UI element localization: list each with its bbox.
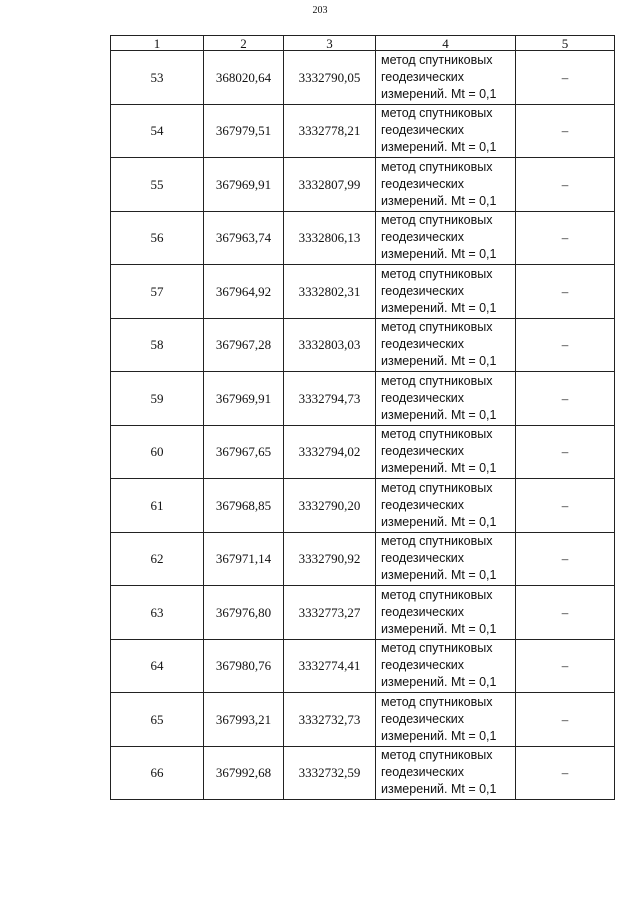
y-coordinate-cell: 3332774,41 <box>284 639 376 693</box>
point-number-cell: 58 <box>111 318 204 372</box>
method-line-3: измерений. Mt = 0,1 <box>381 193 497 208</box>
x-coordinate-cell: 367979,51 <box>204 104 284 158</box>
method-line-2: геодезических <box>381 283 465 298</box>
method-line-1: метод спутниковых <box>381 52 493 67</box>
header-cell-3: 3 <box>284 36 376 51</box>
point-number-cell: 56 <box>111 211 204 265</box>
method-cell <box>376 639 516 693</box>
method-line-3: измерений. Mt = 0,1 <box>381 514 497 529</box>
method-line-2: геодезических <box>381 765 465 780</box>
method-line-1: метод спутниковых <box>381 480 493 495</box>
point-number-cell: 60 <box>111 425 204 479</box>
x-coordinate-cell: 367967,28 <box>204 318 284 372</box>
method-line-3: измерений. Mt = 0,1 <box>381 407 497 422</box>
point-number-cell: 59 <box>111 372 204 426</box>
table-row <box>111 51 615 105</box>
point-number-cell: 55 <box>111 158 204 212</box>
note-cell: – <box>516 639 615 693</box>
note-cell: – <box>516 746 615 800</box>
x-coordinate-cell: 367969,91 <box>204 158 284 212</box>
table-row <box>111 372 615 426</box>
point-number-cell: 64 <box>111 639 204 693</box>
note-cell: – <box>516 158 615 212</box>
method-line-2: геодезических <box>381 711 465 726</box>
method-line-1: метод спутниковых <box>381 320 493 335</box>
method-line-3: измерений. Mt = 0,1 <box>381 86 497 101</box>
point-number-cell: 54 <box>111 104 204 158</box>
y-coordinate-cell: 3332790,92 <box>284 532 376 586</box>
y-coordinate-cell: 3332790,20 <box>284 479 376 533</box>
note-cell: – <box>516 532 615 586</box>
method-cell <box>376 479 516 533</box>
note-cell: – <box>516 693 615 747</box>
table-row <box>111 265 615 319</box>
point-number-cell: 57 <box>111 265 204 319</box>
x-coordinate-cell: 367969,91 <box>204 372 284 426</box>
method-line-2: геодезических <box>381 658 465 673</box>
method-line-2: геодезических <box>381 444 465 459</box>
method-cell <box>376 586 516 640</box>
y-coordinate-cell: 3332773,27 <box>284 586 376 640</box>
method-cell <box>376 104 516 158</box>
method-line-1: метод спутниковых <box>381 694 493 709</box>
method-line-3: измерений. Mt = 0,1 <box>381 728 497 743</box>
note-cell: – <box>516 51 615 105</box>
note-cell: – <box>516 479 615 533</box>
y-coordinate-cell: 3332803,03 <box>284 318 376 372</box>
method-line-3: измерений. Mt = 0,1 <box>381 568 497 583</box>
method-cell <box>376 318 516 372</box>
coordinates-table <box>110 35 615 800</box>
note-cell: – <box>516 104 615 158</box>
table-row <box>111 318 615 372</box>
method-line-2: геодезических <box>381 390 465 405</box>
method-line-1: метод спутниковых <box>381 106 493 121</box>
method-line-1: метод спутниковых <box>381 159 493 174</box>
table-header-row <box>111 36 615 51</box>
x-coordinate-cell: 368020,64 <box>204 51 284 105</box>
table-body <box>111 36 615 800</box>
method-cell <box>376 746 516 800</box>
table-row <box>111 693 615 747</box>
method-line-1: метод спутниковых <box>381 641 493 656</box>
table-row <box>111 639 615 693</box>
method-line-2: геодезических <box>381 123 465 138</box>
y-coordinate-cell: 3332732,59 <box>284 746 376 800</box>
method-line-2: геодезических <box>381 337 465 352</box>
note-cell: – <box>516 425 615 479</box>
method-line-3: измерений. Mt = 0,1 <box>381 354 497 369</box>
method-line-1: метод спутниковых <box>381 373 493 388</box>
x-coordinate-cell: 367993,21 <box>204 693 284 747</box>
point-number-cell: 66 <box>111 746 204 800</box>
page-number: 203 <box>312 5 328 16</box>
table-row <box>111 211 615 265</box>
note-cell: – <box>516 211 615 265</box>
x-coordinate-cell: 367980,76 <box>204 639 284 693</box>
y-coordinate-cell: 3332794,73 <box>284 372 376 426</box>
table-row <box>111 104 615 158</box>
method-line-1: метод спутниковых <box>381 266 493 281</box>
header-cell-2: 2 <box>204 36 284 51</box>
point-number-cell: 65 <box>111 693 204 747</box>
y-coordinate-cell: 3332732,73 <box>284 693 376 747</box>
x-coordinate-cell: 367992,68 <box>204 746 284 800</box>
x-coordinate-cell: 367971,14 <box>204 532 284 586</box>
note-cell: – <box>516 372 615 426</box>
table-row <box>111 425 615 479</box>
method-line-3: измерений. Mt = 0,1 <box>381 300 497 315</box>
x-coordinate-cell: 367963,74 <box>204 211 284 265</box>
header-cell-1: 1 <box>111 36 204 51</box>
method-line-3: измерений. Mt = 0,1 <box>381 247 497 262</box>
method-line-1: метод спутниковых <box>381 213 493 228</box>
method-line-3: измерений. Mt = 0,1 <box>381 461 497 476</box>
method-cell <box>376 425 516 479</box>
method-line-2: геодезических <box>381 551 465 566</box>
header-cell-5: 5 <box>516 36 615 51</box>
y-coordinate-cell: 3332790,05 <box>284 51 376 105</box>
y-coordinate-cell: 3332807,99 <box>284 158 376 212</box>
y-coordinate-cell: 3332778,21 <box>284 104 376 158</box>
note-cell: – <box>516 318 615 372</box>
table-row <box>111 586 615 640</box>
method-line-2: геодезических <box>381 497 465 512</box>
method-line-1: метод спутниковых <box>381 748 493 763</box>
method-line-3: измерений. Mt = 0,1 <box>381 675 497 690</box>
method-line-2: геодезических <box>381 69 465 84</box>
table-row <box>111 479 615 533</box>
method-cell <box>376 532 516 586</box>
header-cell-4: 4 <box>376 36 516 51</box>
method-line-2: геодезических <box>381 230 465 245</box>
point-number-cell: 62 <box>111 532 204 586</box>
method-line-3: измерений. Mt = 0,1 <box>381 782 497 797</box>
method-line-1: метод спутниковых <box>381 587 493 602</box>
method-line-1: метод спутниковых <box>381 427 493 442</box>
y-coordinate-cell: 3332802,31 <box>284 265 376 319</box>
method-line-2: геодезических <box>381 176 465 191</box>
method-cell <box>376 211 516 265</box>
point-number-cell: 53 <box>111 51 204 105</box>
note-cell: – <box>516 586 615 640</box>
method-cell <box>376 158 516 212</box>
method-line-2: геодезических <box>381 604 465 619</box>
x-coordinate-cell: 367976,80 <box>204 586 284 640</box>
x-coordinate-cell: 367968,85 <box>204 479 284 533</box>
table-row <box>111 158 615 212</box>
method-line-1: метод спутниковых <box>381 534 493 549</box>
table-row <box>111 746 615 800</box>
method-cell <box>376 51 516 105</box>
point-number-cell: 61 <box>111 479 204 533</box>
point-number-cell: 63 <box>111 586 204 640</box>
y-coordinate-cell: 3332806,13 <box>284 211 376 265</box>
table-row <box>111 532 615 586</box>
y-coordinate-cell: 3332794,02 <box>284 425 376 479</box>
x-coordinate-cell: 367964,92 <box>204 265 284 319</box>
method-cell <box>376 372 516 426</box>
note-cell: – <box>516 265 615 319</box>
method-line-3: измерений. Mt = 0,1 <box>381 140 497 155</box>
x-coordinate-cell: 367967,65 <box>204 425 284 479</box>
method-line-3: измерений. Mt = 0,1 <box>381 621 497 636</box>
method-cell <box>376 265 516 319</box>
method-cell <box>376 693 516 747</box>
